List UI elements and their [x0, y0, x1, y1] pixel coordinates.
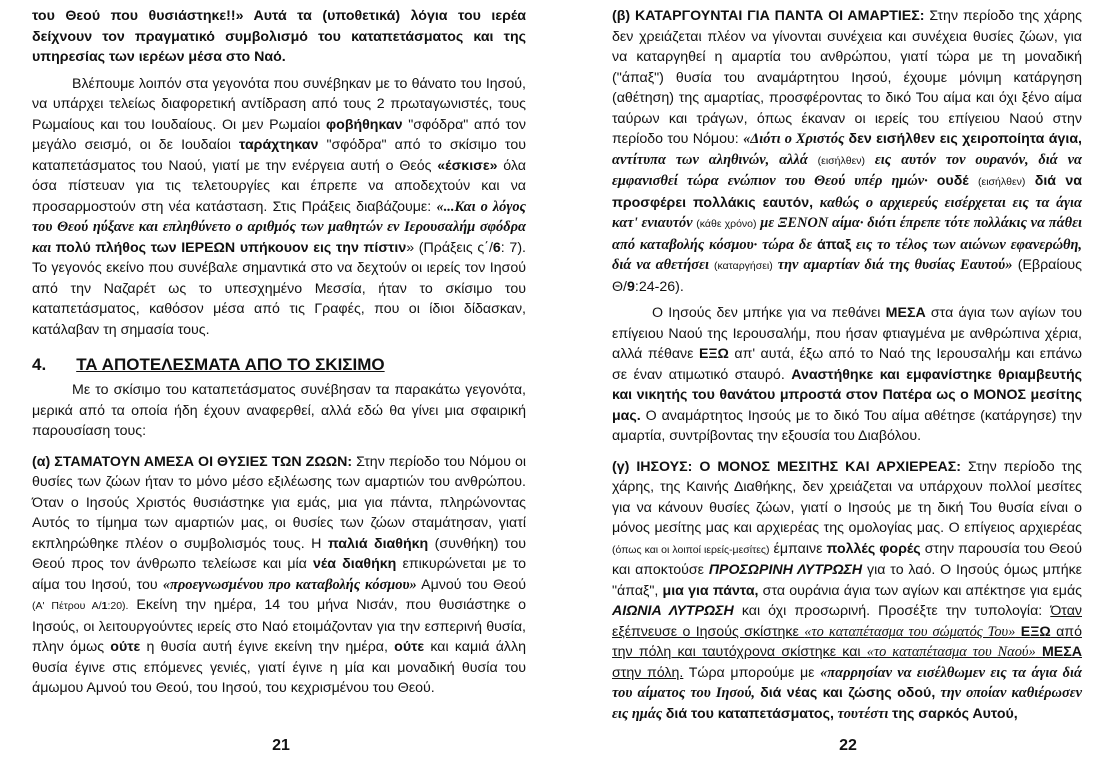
page-number: 21 [272, 737, 290, 754]
paragraph: (α) ΣΤΑΜΑΤΟΥΝ ΑΜΕΣΑ ΟΙ ΘΥΣΙΕΣ ΤΩΝ ΖΩΩΝ: Στην περίοδο του Νόμου οι θυσίες των ζώων ήταν το μόνο μέσο εξιλέωσης των αμαρτιών του ανθρώπου. Όταν ο Ιησούς Χριστός θυσιάστηκε για εμάς, μια για πάντα, πληρώνοντας Αυτός το τίμημα των αμαρτιών μας, οι θυσίες των ζώων σταμάτησαν, γιατί εκπληρώθηκε πλέον ο συμβολισμός τους. Η παλιά διαθήκη (συνθήκη) του Θεού προς τον άνθρωπο τελείωσε και μία νέα διαθήκη επικυρώνεται με το αίμα του Ιησού, του «προεγνωσμένου προ καταβολής κόσμου» Αμνού του Θεού (Α' Πέτρου Α/1:20). Εκείνη την ημέρα, 14 του μήνα Νισάν, που θυσιάστηκε ο Ιησούς, οι λειτουργούντες ιερείς στο Ναό ετοιμάζονταν για την εσπερινή θυσία, πλην όμως ούτε η θυσία αυτή έγινε εκείνη την ημέρα, ούτε και καμιά άλλη θυσία έγινε στις επόμενες γενιές, γιατί έγινε η μία και μοναδική θυσία του άμωμου Αμνού του Θεού, του Ιησού, του κεχρισμένου του Θεού. [32, 453, 527, 696]
paragraph: Με το σκίσιμο του καταπετάσματος συνέβησαν τα παρακάτω γεγονότα, μερικά από τα οποία ήδη έχουν αναφερθεί, αλλά εδώ θα γίνει μια σφαιρική παρουσίαση τους: [32, 382, 526, 439]
paragraph: του Θεού που θυσιάστηκε!!» Αυτά τα (υποθετικά) λόγια του ιερέα δείχνουν τον πραγματικό συμβολισμό του καταπετάσματος και της υπηρεσίας των ιερέων μέσα στο Ναό. [32, 8, 526, 65]
paragraph: (γ) ΙΗΣΟΥΣ: Ο ΜΟΝΟΣ ΜΕΣΙΤΗΣ ΚΑΙ ΑΡΧΙΕΡΕΑΣ: Στην περίοδο της χάρης, της Καινής Διαθήκης, δεν χρειάζεται να υπάρχουν πολλοί μεσίτες για να κάνουν θυσίες ζώων, γιατί ο Ιησούς με τη δική Του θυσία είναι ο μόνος μεσίτης μας και αρχιερέας της ομολογίας μας. Ο επίγειος αρχιερέας (όπως και οι λοιποί ιερείς-μεσίτες) έμπαινε πολλές φορές στην παρουσία του Θεού και αποκτούσε ΠΡΟΣΩΡΙΝΗ ΛΥΤΡΩΣΗ για το λαό. Ο Ιησούς όμως μπήκε "άπαξ", μια για πάντα, στα ουράνια άγια των αγίων και απέκτησε για εμάς ΑΙΩΝΙΑ ΛΥΤΡΩΣΗ και όχι προσωρινή. Προσέξτε την τυπολογία: Όταν εξέπνευσε ο Ιησούς σκίστηκε «το καταπέτασμα του σώματός Του» ΕΞΩ από την πόλη και ταυτόχρονα σκίστηκε και «το καταπέτασμα του Ναού» ΜΕΣΑ στην πόλη. Τώρα μπορούμε με «παρρησίαν να εισέλθωμεν εις τα άγια διά του αίματος του Ιησού, διά νέας και ζώσης οδού, την οποίαν καθιέρωσεν εις ημάς διά του καταπετάσματος, τουτέστι της σαρκός Αυτού, [612, 458, 1082, 722]
section-heading [32, 354, 526, 376]
section-title: ΤΑ ΑΠΟΤΕΛΕΣΜΑΤΑ ΑΠΟ ΤΟ ΣΚΙΣΙΜΟ [76, 355, 385, 374]
paragraph: Βλέπουμε λοιπόν στα γεγονότα που συνέβηκαν με το θάνατο του Ιησού, να υπάρχει τελείως διαφορετική αντίδραση από τους 2 πρωταγωνιστές, τους Ρωμαίους και του Ιουδαίους. Οι μεν Ρωμαίοι φοβήθηκαν "σφόδρα" από τον μεγάλο σεισμό, οι δε Ιουδαίοι ταράχτηκαν "σφόδρα" από το σκίσιμο του καταπετάσματος του Ναού, γιατί με την ενέργεια αυτή ο Θεός «έσκισε» όλα όσα πίστευαν για τις τελετουργίες και έπρεπε να αποδεχτούν και να προσαρμοστούν στη νέα κατάσταση. Στις Πράξεις διαβάζουμε: «...Και ο λόγος του Θεού ηύξανε και επληθύνετο ο αριθμός των μαθητών εν Ιερουσαλήμ σφόδρα και πολύ πλήθος των ΙΕΡΕΩΝ υπήκουον εις την πίστιν» (Πράξεις ς΄/6: 7). Το γεγονός εκείνο που συνέβαλε σημαντικά στο να δεχτούν οι ιερείς τον Ιησού από την Ναζαρέτ ως το υπεσχημένο Μεσσία, ήταν το σκίσιμο του καταπετάσματος, καθόσον μέσα από τις Γραφές, που οι ίδιοι δίδασκαν, κατάλαβαν τη σημασία τους. [32, 75, 527, 338]
page-number: 22 [839, 737, 857, 754]
right-page [552, 0, 1104, 769]
section-number: 4. [32, 355, 47, 374]
paragraph: Ο Ιησούς δεν μπήκε για να πεθάνει ΜΕΣΑ στα άγια των αγίων του επίγειου Ναού της Ιερουσαλήμ, που ήσαν φτιαγμένα με ανθρώπινα χέρια, αλλά πέθανε ΕΞΩ απ' αυτά, έξω από το Ναό της Ιερουσαλήμ και επάνω σε έναν ατιμωτικό σταυρό. Αναστήθηκε και εμφανίστηκε θριαμβευτής και νικητής του θανάτου μπροστά στον Πατέρα ως ο ΜΟΝΟΣ μεσίτης μας. Ο αναμάρτητος Ιησούς με το δικό Του αίμα αθέτησε (κατάργησε) την αμαρτία, συντρίβοντας την εξουσία του Διαβόλου. [612, 305, 1083, 444]
paragraph: (β) ΚΑΤΑΡΓΟΥΝΤΑΙ ΓΙΑ ΠΑΝΤΑ ΟΙ ΑΜΑΡΤΙΕΣ: Στην περίοδο της χάρης δεν χρειάζεται πλέον να γίνονται συνέχεια και συνέχεια θυσίες ζώων, για να καταργηθεί η αμαρτία του ανθρώπου, γιατί τώρα με τη μοναδική ("άπαξ") θυσία του αναμάρτητου Ιησού, έχουμε μόνιμη κατάργηση (αθέτηση) της αμαρτίας, προσφέροντας το δικό Του αίμα και όχι ξένο αίμα ταύρων και τράγων, όπως έκαναν οι ιερείς του επίγειου Ναού στην περίοδο του Νόμου: «Διότι ο Χριστός δεν εισήλθεν εις χειροποίητα άγια, αντίτυπα των αληθινών, αλλά (εισήλθεν) εις αυτόν τον ουρανόν, διά να εμφανισθεί τώρα ενώπιον του Θεού υπέρ ημών· ουδέ (εισήλθεν) διά να προσφέρει πολλάκις εαυτόν, καθώς ο αρχιερεύς εισέρχεται εις τα άγια κατ' ενιαυτόν (κάθε χρόνο) με ΞΕΝΟΝ αίμα· διότι έπρεπε τότε πολλάκις να πάθει από καταβολής κόσμου· τώρα δε άπαξ εις το τέλος των αιώνων εφανερώθη, διά να αθετήσει (καταργήσει) την αμαρτίαν διά της θυσίας Εαυτού» (Εβραίους Θ/9:24-26). [612, 8, 1083, 295]
